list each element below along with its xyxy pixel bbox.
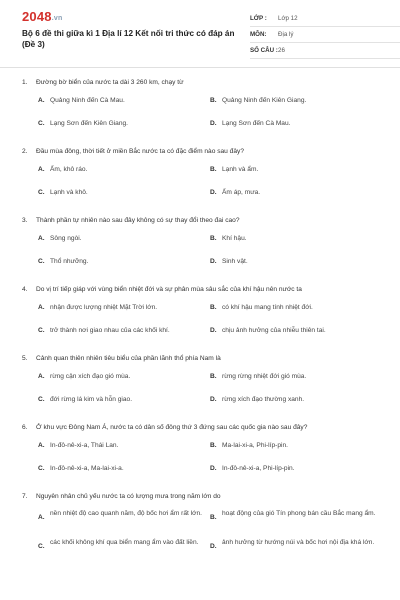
option-d[interactable]: D. ảnh hưởng từ hướng núi và bốc hơi nội địa khá lớn. (210, 539, 375, 550)
option-d[interactable]: D. Lạng Sơn đến Cà Mau. (210, 120, 291, 127)
option-c[interactable]: C. trở thành nơi giao nhau của các khối khí. (38, 327, 170, 334)
option-c[interactable]: C. Lạng Sơn đến Kiên Giang. (38, 120, 129, 127)
option-b[interactable]: B. Ma-lai-xi-a, Phi-líp-pin. (210, 442, 288, 449)
meta-table (250, 11, 400, 59)
option-d[interactable]: D. rừng xích đạo thường xanh. (210, 396, 305, 403)
option-c[interactable]: C. các khối không khí qua biển mang ẩm vào đất liền. (38, 539, 199, 550)
meta-row-subject (250, 27, 400, 43)
question-text: 4. Do vị trí tiếp giáp với vùng biển nhiệt đới và sự phân mùa sâu sắc của khí hậu nên nước ta (22, 286, 302, 293)
meta-label: LỚP : (250, 15, 267, 22)
header (22, 0, 386, 62)
option-b[interactable]: B. hoạt động của gió Tín phong bán cầu Bắc mang ẩm. (210, 510, 376, 521)
question-6 (22, 424, 386, 484)
option-b[interactable]: B. rừng rừng nhiệt đới gió mùa. (210, 373, 307, 380)
option-c[interactable]: C. đới rừng lá kim và hỗn giao. (38, 396, 133, 403)
option-d[interactable]: D. Ấm áp, mưa. (210, 189, 261, 196)
meta-label: MÔN: (250, 31, 267, 38)
option-b[interactable]: B. Lạnh và ẩm. (210, 166, 259, 173)
option-b[interactable]: B. Khí hậu. (210, 235, 247, 242)
header-divider (0, 67, 400, 68)
question-7 (22, 493, 386, 565)
question-1 (22, 79, 386, 139)
option-a[interactable]: A. In-đô-nê-xi-a, Thái Lan. (38, 442, 119, 449)
question-3 (22, 217, 386, 277)
option-d[interactable]: D. In-đô-nê-xi-a, Phi-líp-pin. (210, 465, 295, 472)
option-a[interactable]: A. nền nhiệt độ cao quanh năm, độ bốc hơi ẩm rất lớn. (38, 510, 202, 521)
question-5 (22, 355, 386, 415)
question-text: 1. Đường bờ biển của nước ta dài 3 260 km, chạy từ (22, 79, 184, 86)
meta-value: Địa lý (278, 31, 294, 38)
question-4 (22, 286, 386, 346)
option-b[interactable]: B. có khí hậu mang tính nhiệt đới. (210, 304, 313, 311)
question-text: 7. Nguyên nhân chủ yếu nước ta có lượng mưa trong năm lớn do (22, 493, 221, 500)
meta-row-class (250, 11, 400, 27)
question-text: 3. Thành phần tự nhiên nào sau đây không có sự thay đổi theo đai cao? (22, 217, 240, 224)
document-title: Bộ 6 đề thi giữa kì 1 Địa lí 12 Kết nối tri thức có đáp án (Đề 3) (22, 29, 235, 49)
option-a[interactable]: A. nhận được lượng nhiệt Mặt Trời lớn. (38, 304, 158, 311)
option-a[interactable]: A. Sông ngòi. (38, 235, 82, 242)
question-list (22, 79, 386, 565)
option-a[interactable]: A. rừng cận xích đạo gió mùa. (38, 373, 131, 380)
question-2 (22, 148, 386, 208)
meta-value: 26 (278, 47, 285, 54)
option-c[interactable]: C. Thổ nhưỡng. (38, 258, 89, 265)
meta-label: SỐ CÂU : (250, 47, 278, 54)
option-b[interactable]: B. Quảng Ninh đến Kiên Giang. (210, 97, 307, 104)
meta-value: Lớp 12 (278, 15, 298, 22)
question-text: 5. Cảnh quan thiên nhiên tiêu biểu của phần lãnh thổ phía Nam là (22, 355, 221, 362)
option-c[interactable]: C. Lạnh và khô. (38, 189, 88, 196)
question-text: 6. Ở khu vực Đông Nam Á, nước ta có dân số đông thứ 3 đứng sau các quốc gia nào sau đây? (22, 424, 308, 431)
site-logo[interactable]: 2048.vn (22, 9, 63, 24)
meta-row-count (250, 43, 400, 59)
option-c[interactable]: C. In-đô-nê-xi-a, Ma-lai-xi-a. (38, 465, 124, 472)
option-d[interactable]: D. Sinh vật. (210, 258, 248, 265)
question-text: 2. Đầu mùa đông, thời tiết ở miền Bắc nước ta có đặc điểm nào sau đây? (22, 148, 244, 155)
option-a[interactable]: A. Quảng Ninh đến Cà Mau. (38, 97, 125, 104)
option-d[interactable]: D. chịu ảnh hưởng của nhiễu thiên tai. (210, 327, 326, 334)
option-a[interactable]: A. Ấm, khô ráo. (38, 166, 88, 173)
